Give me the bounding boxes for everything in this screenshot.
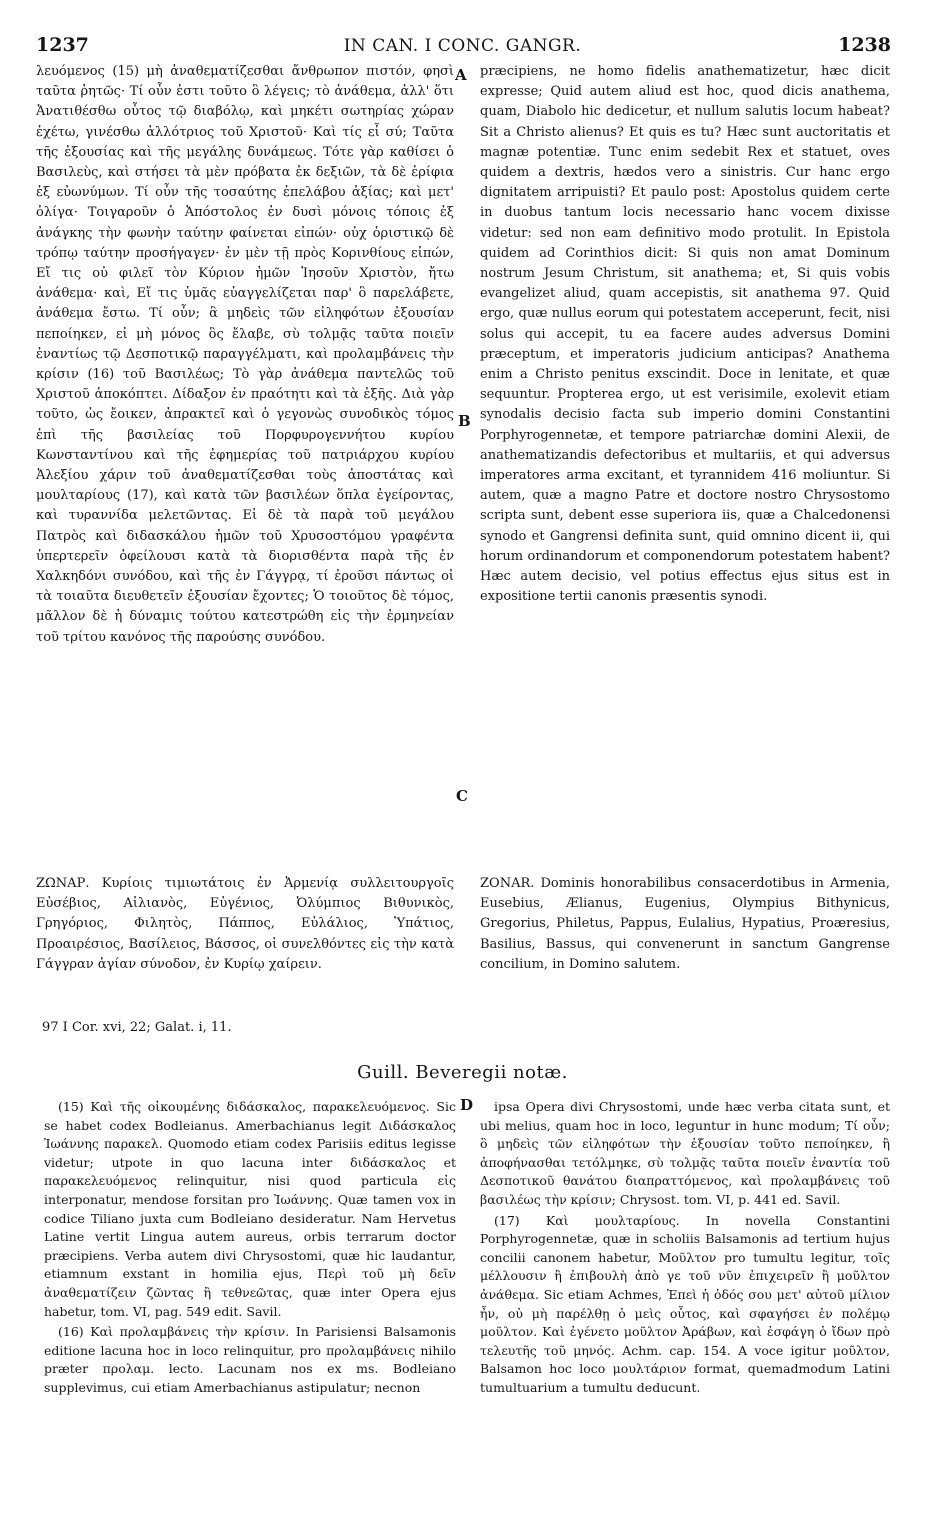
running-title: IN CAN. I CONC. GANGR. (343, 36, 582, 56)
notes-title: Guill. Beveregii notæ. (357, 1062, 568, 1083)
note-paragraph: (16) Καὶ προλαμβάνεις τὴν κρίσιν. In Parisiensi Balsamonis editione lacuna hoc in loco relinquitur, pro προλαμβάνεις nihilo præter προλαμ. lecto. Lacunam nos ex ms. Bodleiano supplevimus, cui etiam Amerbachianus astipulatur; necnon (44, 1324, 456, 1395)
page-header (0, 0, 925, 60)
note-paragraph: (17) Καὶ μουλταρίους. In novella Constantini Porphyrogennetæ, quæ in scholiis Balsamonis ad tertium hujus concilii canonem habetur, Μοῦλτον pro tumultu legitur, τοῖς μέλλουσιν ἢ ἐπιβουλὴ ἀπὸ γε τοῦ νῦν ἐπιχειρεῖν ἢ μοῦλτον ἀνάθεμα. Sic etiam Achmes, Ἐπεὶ ἡ ὁδός σου μετ' αὐτοῦ μίλιον ἦν, οὐ μὴ παρέλθῃ ὁ μεὶς οὗτος, καὶ σφαγήσει ἐν πολέμῳ μοῦλτον. Καὶ ἐγένετο μοῦλτον Ἀράβων, καὶ ἐσφάγη ὁ ἴδων πρὸ τελευτῆς τοῦ μηνός. Achm. cap. 154. A voce igitur μοῦλτον, Balsamon hoc loco μουλτάριον format, quemadmodum Latini tumultuarium a tumultu deducunt. (480, 1212, 890, 1395)
right-column-number: 1238 (838, 34, 891, 56)
left-column-number: 1237 (36, 34, 89, 56)
greek-text-column (36, 62, 454, 872)
margin-marker-d: D (460, 1096, 474, 1114)
footnote: 97 I Cor. xvi, 22; Galat. i, 11. (42, 1020, 232, 1035)
margin-marker-b: B (458, 412, 471, 430)
notes-right-column (480, 1098, 890, 1518)
greek-zonaras-text: ΖΩΝΑΡ. Κυρίοις τιμιωτάτοις ἐν Ἀρμενίᾳ συλλειτουργοῖς Εὐσέβιος, Αἰλιανὸς, Εὐγένιος, Ὀλύμπιος Βιθυνικὸς, Γρηγόριος, Φιλητὸς, Πάππος, Εὐλάλιος, Ὑπάτιος, Προαιρέσιος, Βασίλειος, Βάσσος, οἱ συνελθόντες εἰς τὴν κατὰ Γάγγραν ἁγίαν σύνοδον, ἐν Κυρίῳ χαίρειν. (36, 876, 454, 972)
latin-main-text: præcipiens, ne homo fidelis anathematizetur, hæc dicit expresse; Quid autem aliud est hoc, quod dicis anathema, quam, Diabolo hic dedicetur, et nullum salutis locum habeat? Sit a Christo alienus? Et quis es tu? Hæc sunt auctoritatis et magnæ potentiæ. Tunc enim sedebit Rex et statuet, oves quidem a dextris, hædos vero a sinistris. Cur hanc ergo dignitatem arripuisti? Et paulo post: Apostolus quidem certe in duobus tantum locis necessario hanc vocem dixisse videtur: sed non eam definitivo modo protulit. In Epistola quidem ad Corinthios dicit: Si quis non amat Dominum nostrum Jesum Christum, sit anathema; et, Si quis vobis evangelizet aliud, quam accepistis, sit anathema 97. Quid ergo, quæ nullus eorum qui potestatem acceperunt, fecit, nisi solus qui accepit, tu ea facere audes adversus Domini præceptum, et imperatoris judicium anticipas? Anathema enim a Christo penitus exscindit. Doce in lenitate, et quæ sequuntur. Propterea ergo, ut est verisimile, exolevit etiam synodalis decisio facta sub imperio domini Constantini Porphyrogennetæ, et tempore patriarchæ domini Alexii, de anathematizandis defectoribus et multariis, et qui adversus imperatores arma excitant, et tyrannidem 416 moliuntur. Si autem, quæ a magno Patre et doctore nostro Chrysostomo scripta sunt, debent esse superiora iis, quæ a Chalcedonensi synodo et Gangrensi definita sunt, quid omnino dicent ii, qui horum ordinandorum et componendorum potestatem habent? Hæc autem decisio, vel potius effectus ejus situs est in expositione tertii canonis præsentis synodi. (480, 64, 890, 605)
margin-marker-c: C (456, 787, 468, 805)
notes-left-column (44, 1098, 456, 1518)
latin-text-column (480, 62, 890, 872)
latin-zonaras-column (480, 874, 890, 1014)
greek-main-text: λευόμενος (15) μὴ ἀναθεματίζεσθαι ἄνθρωπον πιστόν, φησὶ ταῦτα ῥητῶς· Τί οὖν ἐστι τοῦτο ὃ λέγεις; τὸ ἀνάθεμα, ἀλλ' ὅτι Ἀνατιθέσθω οὗτος τῷ διαβόλῳ, καὶ μηκέτι σωτηρίας χώραν ἐχέτω, γινέσθω ἀλλότριος τοῦ Χριστοῦ· Καὶ τίς εἶ σύ; Ταῦτα τῆς ἐξουσίας καὶ τῆς μεγάλης δυνάμεως. Τότε γὰρ καθίσει ὁ Βασιλεὺς, καὶ στήσει τὰ μὲν πρόβατα ἐκ δεξιῶν, τὰ δὲ ἐρίφια ἐξ εὐωνύμων. Τί οὖν τῆς τοσαύτης ἐπελάβου ἀξίας; καὶ μετ' ὀλίγα· Τοιγαροῦν ὁ Ἀπόστολος ἐν δυσὶ μόνοις τόποις ἐξ ἀνάγκης τὴν φωνὴν ταύτην φαίνεται εἰπών· οὐχ ὁριστικῷ δὲ τρόπῳ ταύτην προσήγαγεν· ἐν μὲν τῇ πρὸς Κορινθίους εἰπών, Εἴ τις οὐ φιλεῖ τὸν Κύριον ἡμῶν Ἰησοῦν Χριστὸν, ἤτω ἀνάθεμα· καὶ, Εἴ τις ὑμᾶς εὐαγγελίζεται παρ' ὃ παρελάβετε, ἀνάθεμα ἔστω. Τί οὖν; ἃ μηδεὶς τῶν εἰληφότων ἐξουσίαν πεποίηκεν, εἰ μὴ μόνος ὃς ἔλαβε, σὺ τολμᾷς ταῦτα ποιεῖν ἐναντίως τῷ Δεσποτικῷ παραγγέλματι, καὶ προλαμβάνεις τὴν κρίσιν (16) τοῦ Βασιλέως; Τὸ γὰρ ἀνάθεμα παντελῶς τοῦ Χριστοῦ ἀποκόπτει. Δίδαξον ἐν πραότητι καὶ τὰ ἑξῆς. Διὰ γὰρ τοῦτο, ὡς ἔοικεν, ἀπρακτεῖ καὶ ὁ γεγονὼς συνοδικὸς τόμος ἐπὶ τῆς βασιλείας τοῦ Πορφυρογεννήτου κυρίου Κωνσταντίνου καὶ τῆς ἐφημερίας τοῦ πατριάρχου κυρίου Ἀλεξίου χάριν τοῦ ἀναθεματίζεσθαι τοὺς ἀποστάτας καὶ μουλταρίους (17), καὶ κατὰ τῶν βασιλέων ὅπλα ἐγείροντας, καὶ τυραννίδα μελετῶντας. Εἰ δὲ τὰ παρὰ τοῦ μεγάλου Πατρὸς καὶ διδασκάλου ἡμῶν τοῦ Χρυσοστόμου γραφέντα ὑπερτερεῖν ὀφείλουσι κατὰ τὰ διορισθέντα παρὰ τῆς ἐν Χαλκηδόνι συνόδου, καὶ τῆς ἐν Γάγγρᾳ, τί ἐροῦσι πάντως οἱ τὰ τοιαῦτα διευθετεῖν ἐξουσίαν ἔχοντες; Ὁ τοιοῦτος δὲ τόμος, μᾶλλον δὲ ἡ δύναμις τούτου κατεστρώθη εἰς τὴν ἑρμηνείαν τοῦ τρίτου κανόνος τῆς παρούσης συνόδου. (36, 64, 454, 645)
note-paragraph: ipsa Opera divi Chrysostomi, unde hæc verba citata sunt, et ubi melius, quam hoc in loco, leguntur in hunc modum; Τί οὖν; ὃ μηδεὶς τῶν εἰληφότων τὴν ἐξουσίαν τοῦτο πεποίηκεν, ἢ ἀποφήνασθαι τετόλμηκε, σὺ τολμᾷς ταῦτα ποιεῖν ἐναντία τοῦ Δεσποτικοῦ θανάτου διαπραττόμενος, καὶ προλαμβάνεις τοῦ βασιλέως τὴν κρίσιν; Chrysost. tom. VI, p. 441 ed. Savil. (480, 1099, 890, 1207)
margin-marker-a: A (455, 66, 467, 84)
greek-zonaras-column (36, 874, 454, 1014)
note-paragraph: (15) Καὶ τῆς οἰκουμένης διδάσκαλος, παρακελευόμενος. Sic se habet codex Bodleianus. Amerbachianus legit Διδάσκαλος Ἰωάννης παρακελ. Quomodo etiam codex Parisiis editus legisse videtur; utpote in quo lacuna inter διδάσκαλος et παρακελευόμενος relinquitur, nisi quod particula εἰς interponatur, mendose forsitan pro Ἰωάννης. Quæ tamen vox in codice Tiliano juxta cum Bodleiano desideratur. Nam Hervetus Latine vertit Lingua autem aureus, orbis terrarum doctor præcipiens. Verba autem divi Chrysostomi, quæ hic laudantur, etiamnum exstant in homilia ejus, Περὶ τοῦ μὴ δεῖν ἀναθεματίζειν ζῶντας ἢ τεθνεῶτας, quæ inter Opera ejus habetur, tom. VI, pag. 549 edit. Savil. (44, 1099, 456, 1319)
latin-zonaras-text: ZONAR. Dominis honorabilibus consacerdotibus in Armenia, Eusebius, Ælianus, Eugenius, Olympius Bithynicus, Gregorius, Philetus, Pappus, Eulalius, Hypatius, Proæresius, Basilius, Bassus, qui convenerunt in sanctum Gangrense concilium, in Domino salutem. (480, 876, 890, 972)
